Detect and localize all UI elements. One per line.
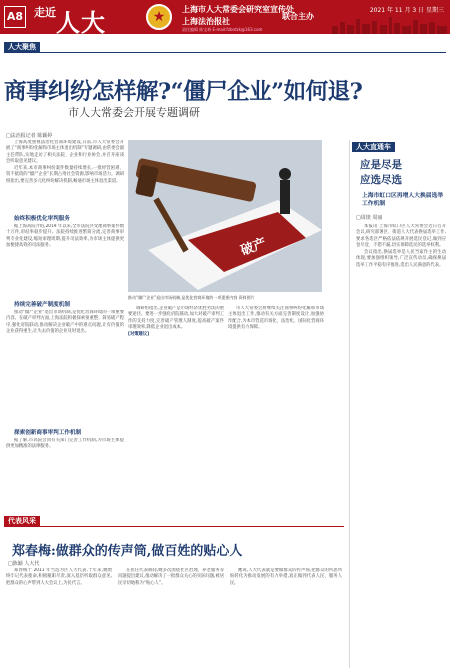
paragraph: 市人大常委会将继续关注商事纠纷化解和市场主体退出工作,推动有关方面完善制度设计,加强协作配合,为本市营造市场化、法治化、国际化营商环境提供有力保障。: [228, 306, 324, 330]
lead-paragraph: 上海高度重视法治化营商环境建设,日前,市人大常委会开展了“商事纠纷化解和市场主体退出机制”专题调研,由常委会副主任带队,实地走访了相关法院、企业和行业协会,并召开座谈会听取意见建议。: [6, 140, 124, 164]
body-column-2: [228, 306, 324, 502]
brand-small: 走近: [34, 6, 56, 19]
sidebar-body: [356, 224, 446, 664]
masthead: [0, 0, 450, 34]
sidebar-section-label: 人大直通车: [352, 142, 395, 152]
national-emblem-icon: ★: [146, 4, 172, 30]
publisher-1: 上海市人大常委会研究室宣传处: [182, 5, 294, 14]
photo-caption: 推动“僵尸企业”退出市场机制,是优化营商环境的一项重要内容 资料图片: [128, 295, 255, 300]
brand-title: 人大: [56, 8, 106, 34]
feature-headline: 郑春梅:做群众的传声筒,做百姓的贴心人: [12, 544, 243, 559]
publication-date: 2021 年 11 月 3 日 星期三: [369, 7, 444, 14]
lead-paragraph: 近年来,本市商事纠纷案件数量持续增长,一批经营困难、资不抵债的“僵尸企业”长期占用社会资源,影响市场活力。调研组指出,要完善多元化纠纷解决机制,畅通市场主体退出渠道。: [6, 166, 124, 184]
sidebar-byline: □周琰 周丽: [356, 215, 383, 221]
paragraph: 调研组指出,企业破产是市场经济优胜劣汰的重要途径。要进一步强化府院联动,加大对破产审判工作的支持力度,完善破产管理人制度,提高破产案件审理效率,降低企业退出成本。: [128, 306, 224, 330]
main-headline: 商事纠纷怎样解?“僵尸企业”如何退?: [4, 79, 363, 105]
section-rule: [4, 52, 446, 53]
main-subhead: 市人大常委会开展专题调研: [68, 106, 200, 119]
sidebar-headline: [360, 158, 402, 188]
subtitle-2: 持续完善破产制度机制: [14, 302, 70, 308]
subtitle-3: 探索创新商事审判工作机制: [14, 430, 82, 436]
publisher-2: 上海法治报社: [182, 17, 230, 26]
page-code: A8: [4, 6, 26, 28]
feature-column-2: [118, 568, 224, 666]
feature-paragraph: 在担任代表期间,她多次围绕社区治理、养老服务等问题提出建议,推动解决了一批群众关心的实际问题,被居民亲切地称为“贴心人”。: [118, 568, 224, 586]
bottom-section-rule: [4, 526, 344, 527]
sidebar-headline-line-2: 应选尽选: [360, 174, 402, 186]
gavel-photo: [128, 140, 322, 292]
main-byline: □法治报记者 陈颖婷: [6, 133, 53, 139]
section-3-text: [6, 438, 124, 498]
jointly-hosted: 联合主办: [282, 12, 314, 21]
section-1-text: [6, 224, 124, 294]
gavel-illustration: [128, 140, 322, 292]
feature-byline: □陈颖 人大代: [8, 561, 40, 567]
bankruptcy-badge: 破产: [238, 235, 269, 259]
paragraph: 推动“僵尸企业”退出市场机制,是优化营商环境的一项重要内容。在破产审判方面,上海法院积极探索预重整、简易破产程序,强化府院联动,推动解决企业破产中的难点问题,让有价值的企业获得重生,让失去价值的企业及时退出。: [6, 310, 124, 334]
sidebar-subtitle: 上海市虹口区再增人大换届选举工作机制: [362, 193, 444, 207]
subtitle-1: 始终积极优化审判服务: [14, 216, 70, 222]
feature-column-1: [6, 568, 112, 666]
sidebar-paragraph: 本报讯 上海市虹口区人大常委会近日召开会议,研究部署区、街道人大代表换届选举工作,要求各选区严格依法依规开展选民登记,做到应登尽登、不错不漏,切实保障选民的选举权利。: [356, 224, 446, 248]
skyline-graphic: [330, 16, 450, 34]
feature-paragraph: 她说,人大代表就是要做群众的传声筒,把群众的所思所盼转化为推动发展的有力举措,真正做到代表人民、服务人民。: [230, 568, 342, 586]
section-label-bottom: 代表风采: [4, 516, 40, 526]
feature-paragraph: 郑春梅于 2011 年当选为区人大代表,十年来,她始终牢记代表使命,积极履职尽责,深入基层听取群众意见,把群众的心声带到人大会议上,为民代言。: [6, 568, 112, 586]
paragraph: 据上海高院介绍,2019 年以来,全市法院共受理商事案件数十万件,审结率稳步提升。法院持续推进繁简分流,完善商事审判专业化建设,缩短审理周期,提升司法效率,为市场主体提供更加便捷高效的司法服务。: [6, 224, 124, 248]
feature-column-3: [230, 568, 342, 666]
editor-meta: 责任编辑 陈宝林 E-mail:fzbrdzk@163.com: [182, 27, 263, 32]
sidebar-paragraph: 会议指出,换届选举是人民当家作主的生动体现,要加强组织领导,广泛宣传动员,确保换届选举工作平稳有序推进,选出人民满意的代表。: [356, 250, 446, 268]
section-2-text: [6, 310, 124, 418]
body-column-1: [128, 306, 224, 502]
paragraph: 据了解,市高院会同有关部门完善工作机制,为市场主体提供更加精准的法律服务。: [6, 438, 124, 450]
section-label-top: 人大聚焦: [4, 42, 40, 52]
sidebar-headline-line-1: 应是尽是: [360, 159, 402, 171]
sub-section-label: [对策建议]: [128, 332, 150, 338]
lead-text: [6, 140, 124, 212]
